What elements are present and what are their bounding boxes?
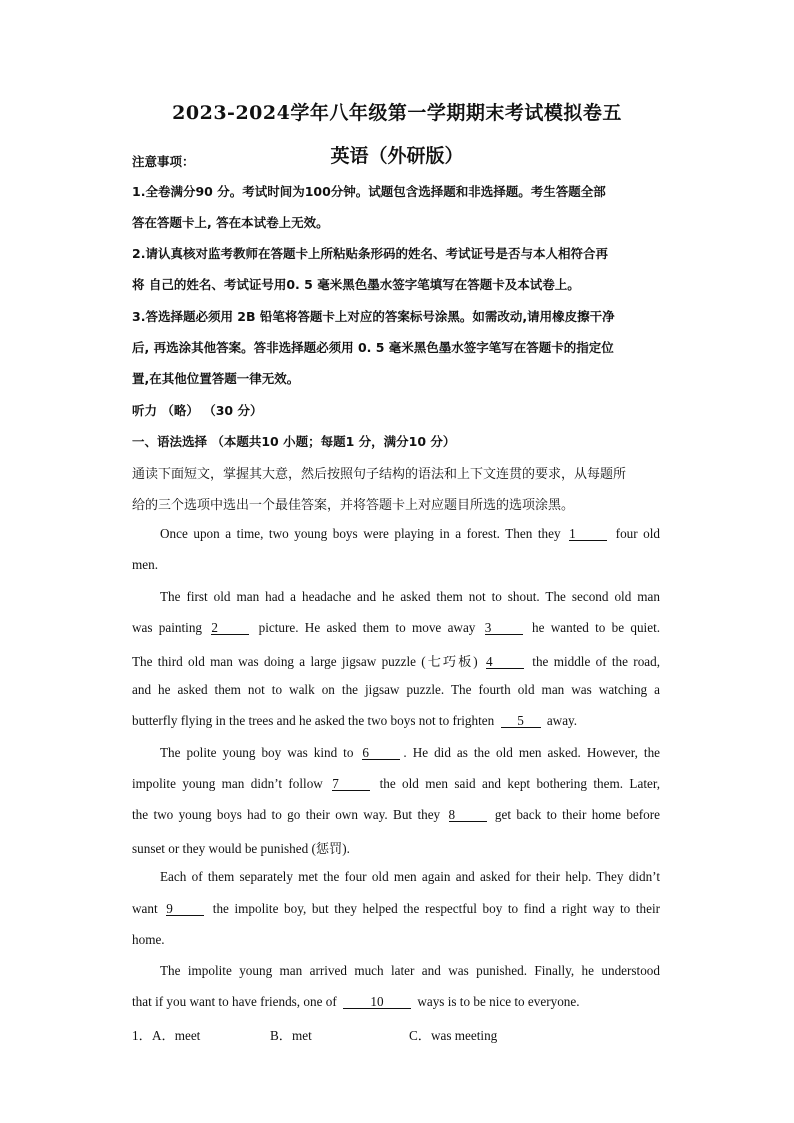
passage-text: The polite young boy was kind to bbox=[160, 745, 354, 760]
passage-line: The first old man had a headache and he asked them not to shout. The second old man bbox=[160, 589, 660, 604]
instruction-line: 通读下面短文，掌握其大意，然后按照句子结构的语法和上下文连贯的要求，从每题所 bbox=[132, 467, 627, 482]
answer-blank: 8 bbox=[449, 808, 487, 822]
passage-text: impolite young man didn’t follow bbox=[132, 776, 323, 791]
passage-line bbox=[132, 620, 660, 636]
passage-line bbox=[132, 807, 660, 823]
option-c[interactable]: C．was meeting bbox=[409, 1028, 498, 1043]
passage-text: ways is to be nice to everyone. bbox=[417, 994, 580, 1009]
instruction-line: 给的三个选项中选出一个最佳答案，并将答题卡上对应题目所选的选项涂黑。 bbox=[132, 498, 575, 513]
answer-blank: 7 bbox=[332, 777, 370, 791]
passage-text: four old bbox=[615, 526, 661, 541]
notice-line: 2.请认真核对监考教师在答题卡上所粘贴条形码的姓名、考试证号是否与本人相符合再 bbox=[132, 246, 608, 261]
notice-line: 3.答选择题必须用 2B 铅笔将答题卡上对应的答案标号涂黑。如需改动,请用橡皮擦干净 bbox=[132, 309, 615, 324]
passage-text: want bbox=[132, 901, 158, 916]
passage-line bbox=[132, 901, 660, 917]
passage-line: men. bbox=[132, 557, 159, 572]
passage-text: picture. He asked them to move away bbox=[258, 620, 476, 635]
passage-text: the middle of the road, bbox=[532, 654, 661, 669]
question-number: 1． bbox=[132, 1028, 152, 1043]
passage-line: home. bbox=[132, 932, 165, 947]
passage-line bbox=[132, 776, 660, 792]
passage-line: The impolite young man arrived much later and was punished. Finally, he understood bbox=[160, 963, 660, 978]
passage-text: the old men said and kept bothering them. Later, bbox=[379, 776, 660, 791]
passage-line bbox=[132, 651, 660, 670]
notice-line: 后, 再选涂其他答案。答非选择题必须用 0. 5 毫米黑色墨水签字笔写在答题卡的指定位 bbox=[132, 340, 614, 355]
passage-line bbox=[160, 745, 660, 761]
option-a[interactable]: A．meet bbox=[152, 1028, 201, 1043]
answer-blank: 6 bbox=[362, 746, 400, 760]
passage-text: . He did as the old men asked. However, the bbox=[403, 745, 661, 760]
passage-text: was painting bbox=[132, 620, 203, 635]
notice-line: 将 自己的姓名、考试证号用0. 5 毫米黑色墨水签字笔填写在答题卡及本试卷上。 bbox=[132, 277, 580, 292]
passage-line: Each of them separately met the four old men again and asked for their help. They didn’t bbox=[160, 869, 660, 884]
passage-line bbox=[132, 994, 580, 1010]
passage-text: the impolite boy, but they helped the respectful boy to find a right way to their bbox=[212, 901, 660, 916]
passage-text: butterfly flying in the trees and he asked the two boys not to frighten bbox=[132, 713, 495, 728]
answer-blank: 9 bbox=[166, 902, 204, 916]
exam-title: 2023-2024学年八年级第一学期期末考试模拟卷五 bbox=[172, 102, 622, 124]
passage-text: Once upon a time, two young boys were playing in a forest. Then they bbox=[160, 526, 561, 541]
option-b[interactable]: B．met bbox=[270, 1028, 312, 1043]
notice-heading: 注意事项： bbox=[132, 154, 195, 169]
notice-line: 答在答题卡上, 答在本试卷上无效。 bbox=[132, 215, 329, 230]
passage-line bbox=[160, 526, 660, 542]
passage-text: get back to their home before bbox=[494, 807, 661, 822]
answer-blank: 5 bbox=[501, 714, 541, 728]
passage-line bbox=[132, 713, 577, 729]
answer-blank: 2 bbox=[211, 621, 249, 635]
passage-text: that if you want to have friends, one of bbox=[132, 994, 337, 1009]
passage-line: sunset or they would be punished (惩罚). bbox=[132, 841, 350, 856]
passage-text: he wanted to be quiet. bbox=[531, 620, 661, 635]
notice-line: 1.全卷满分90 分。考试时间为100分钟。试题包含选择题和非选择题。考生答题全部 bbox=[132, 184, 606, 199]
section-heading: 一、语法选择 （本题共10 小题；每题1 分，满分10 分） bbox=[132, 434, 456, 449]
exam-subtitle: 英语（外研版） bbox=[330, 145, 464, 167]
answer-blank: 3 bbox=[485, 621, 523, 635]
listening-heading: 听力 （略） （30 分） bbox=[132, 403, 263, 418]
notice-line: 置,在其他位置答题一律无效。 bbox=[132, 371, 300, 386]
passage-text: away. bbox=[546, 713, 578, 728]
passage-text: The third old man was doing a large jigsaw puzzle (七巧板) bbox=[132, 654, 478, 669]
answer-blank: 4 bbox=[486, 655, 524, 669]
passage-text: the two young boys had to go their own way. But they bbox=[132, 807, 441, 822]
answer-blank: 10 bbox=[343, 995, 411, 1009]
passage-line: and he asked them not to walk on the jigsaw puzzle. The fourth old man was watching a bbox=[132, 682, 660, 697]
answer-blank: 1 bbox=[569, 527, 607, 541]
